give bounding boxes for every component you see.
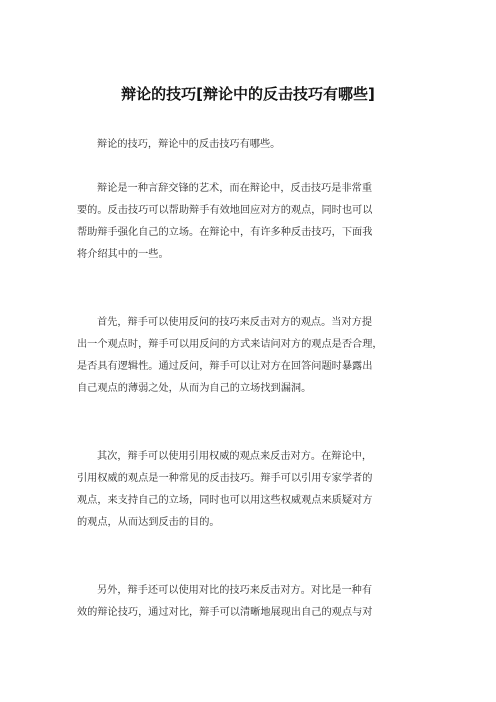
text-line: 帮助辩手强化自己的立场。在辩论中，有许多种反击技巧，下面我 <box>77 227 373 238</box>
text-line: 的观点，从而达到反击的目的。 <box>77 517 220 528</box>
paragraph-1 <box>77 178 437 266</box>
paragraph-3 <box>77 446 437 534</box>
text-line: 辩论的技巧，辩论中的反击技巧有哪些。 <box>97 139 281 150</box>
text-line: 其次，辩手可以使用引用权威的观点来反击对方。在辩论中， <box>97 451 373 462</box>
paragraph-2 <box>77 312 437 400</box>
text-line: 自己观点的薄弱之处，从而为自己的立场找到漏洞。 <box>77 383 312 394</box>
paragraph-intro <box>77 134 437 156</box>
text-line: 是否具有逻辑性。通过反问，辩手可以让对方在回答问题时暴露出 <box>77 361 373 372</box>
text-line: 观点，来支持自己的立场，同时也可以用这些权威观点来质疑对方 <box>77 495 373 506</box>
text-line: 效的辩论技巧，通过对比，辩手可以清晰地展现出自己的观点与对 <box>77 607 373 618</box>
text-line: 要的。反击技巧可以帮助辩手有效地回应对方的观点，同时也可以 <box>77 205 373 216</box>
text-line: 另外，辩手还可以使用对比的技巧来反击对方。对比是一种有 <box>97 585 373 596</box>
text-line: 首先，辩手可以使用反问的技巧来反击对方的观点。当对方提 <box>97 317 373 328</box>
paragraph-4 <box>77 580 437 624</box>
text-line: 出一个观点时，辩手可以用反问的方式来诘问对方的观点是否合理， <box>77 339 383 350</box>
text-line: 引用权威的观点是一种常见的反击技巧。辩手可以引用专家学者的 <box>77 473 373 484</box>
text-line: 辩论是一种言辞交锋的艺术，而在辩论中，反击技巧是非常重 <box>97 183 373 194</box>
text-line: 将介绍其中的一些。 <box>77 249 169 260</box>
document-title: 辩论的技巧[辩论中的反击技巧有哪些] <box>121 85 375 103</box>
